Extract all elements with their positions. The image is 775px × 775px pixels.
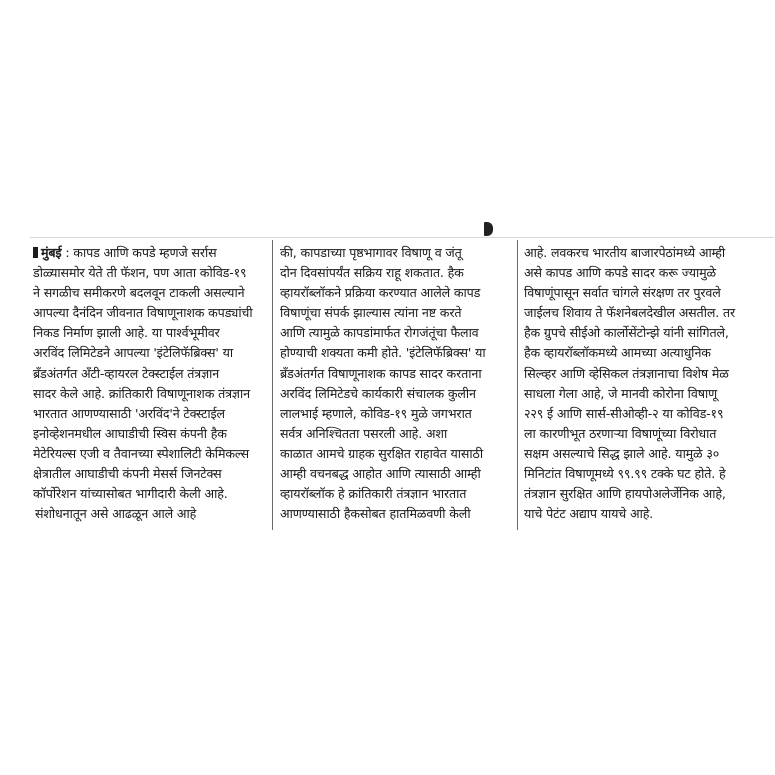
paragraph-line: ने सगळीच समीकरणे बदलवून टाकली असल्याने: [33, 285, 245, 301]
paragraph-line: आणि त्यामुळे कापडांमार्फत रोगजंतूंचा फैलाव: [280, 325, 479, 341]
paragraph-line: सक्षम असल्याचे सिद्ध झाले आहे. यामुळे ३०: [524, 445, 720, 461]
paragraph-line: इनोव्हेशनमधील आघाडीची स्विस कंपनी हैक: [33, 425, 227, 441]
paragraph-line: दोन दिवसांपर्यंत सक्रिय राहू शकतात. हैक: [280, 265, 464, 281]
paragraph-line: क्षेत्रातील आघाडीची कंपनी मेसर्स जिनटेक्स: [33, 466, 222, 482]
paragraph-line: अरविंद लिमिटेडचे कार्यकारी संचालक कुलीन: [280, 385, 476, 401]
paragraph-line: निकड निर्माण झाली आहे. या पार्श्वभूमीवर: [33, 325, 220, 341]
printed-mark: [484, 222, 493, 236]
paragraph-line: विषाणूंचा संपर्क झाल्यास त्यांना नष्ट करते: [280, 305, 462, 321]
article-column-1: [33, 243, 277, 524]
dateline: मुंबई: [41, 245, 62, 260]
paragraph-line: तंत्रज्ञान सुरक्षित आणि हायपोअलेर्जेनिक आहे,: [524, 486, 726, 502]
paragraph-line: हैक ग्रुपचे सीईओ कार्लोसेंटोन्झे यांनी सांगितले,: [524, 325, 729, 341]
paragraph-line: मेटेरियल्स एजी व तैवानच्या स्पेशालिटी केमिकल्स: [33, 445, 249, 461]
paragraph-line: आम्ही वचनबद्ध आहोत आणि त्यासाठी आम्ही: [280, 466, 481, 482]
paragraph-line: होण्याची शक्यता कमी होते. 'इंटेलिफॅब्रिक्स' या: [280, 345, 486, 361]
paragraph-line: सर्वत्र अनिश्चितता पसरली आहे. अशा: [280, 425, 448, 441]
article-column-3: [524, 243, 772, 524]
paragraph-line: की, कापडाच्या पृष्ठभागावर विषाणू व जंतू: [280, 245, 462, 260]
paragraph-line: याचे पेटंट अद्याप यायचे आहे.: [524, 506, 654, 522]
paragraph-line: लालभाई म्हणाले, कोविड-१९ मुळे जगभरात: [280, 405, 472, 421]
paragraph-line: कॉर्पोरेशन यांच्यासोबत भागीदारी केली आहे.: [33, 486, 228, 502]
paragraph-line: सादर केले आहे. क्रांतिकारी विषाणूनाशक तंत्रज्ञान: [33, 385, 250, 401]
column-divider: [272, 240, 273, 530]
paragraph-line: ब्रँडअंतर्गत अँटी-व्हायरल टेक्स्टाईल तंत्रज्ञान: [33, 365, 220, 381]
article-column-2: [280, 243, 515, 524]
paragraph-line: २२९ ई आणि सार्स-सीओव्ही-२ या कोविड-१९: [524, 405, 724, 421]
paragraph-line: ब्रँडअंतर्गत विषाणूनाशक कापड सादर करताना: [280, 365, 482, 381]
paragraph-line: सिल्व्हर आणि व्हेसिकल तंत्रज्ञानाचा विशेष मेळ: [524, 365, 729, 381]
paragraph-line: संशोधनातून असे आढळून आले आहे: [35, 506, 197, 522]
paragraph-line: जाईलच शिवाय ते फॅशनेबलदेखील असतील. तर: [524, 305, 735, 321]
paragraph-line: व्हायरॉब्लॉक हे क्रांतिकारी तंत्रज्ञान भारतात: [280, 486, 467, 502]
paragraph-line: असे कापड आणि कपडे सादर करू ज्यामुळे: [524, 265, 716, 281]
paragraph-line: मुंबई : कापड आणि कपडे म्हणजे सर्रास: [33, 243, 277, 263]
paragraph-line: भारतात आणण्यासाठी 'अरविंद'ने टेक्स्टाईल: [33, 405, 225, 421]
paragraph-line: विषाणूंपासून सर्वात चांगले संरक्षण तर पुरवले: [524, 285, 721, 301]
paragraph-line: आहे. लवकरच भारतीय बाजारपेठांमध्ये आम्ही: [524, 245, 726, 260]
paragraph-line: ला कारणीभूत ठरणाऱ्या विषाणूंच्या विरोधात: [524, 425, 717, 441]
paragraph-line: साधला गेला आहे, जे मानवी कोरोना विषाणू: [524, 385, 718, 401]
paragraph-line: डोळ्यासमोर येते ती फॅशन, पण आता कोविड-१९: [33, 265, 247, 281]
paragraph-line: मिनिटांत विषाणूमध्ये ९९.९९ टक्के घट होते. हे: [524, 466, 726, 482]
top-divider: [30, 237, 774, 238]
paragraph-line: व्हायरॉब्लॉकने प्रक्रिया करण्यात आलेले कापड: [280, 285, 481, 301]
paragraph-line: अरविंद लिमिटेडने आपल्या 'इंटेलिफॅब्रिक्स' या: [33, 345, 233, 361]
paragraph-line: हैक व्हायरॉब्लॉकमध्ये आमच्या अत्याधुनिक: [524, 345, 711, 361]
dateline-marker: [33, 247, 38, 258]
paragraph-line: आणण्यासाठी हैकसोबत हातमिळवणी केली: [280, 506, 471, 522]
paragraph-line: काळात आमचे ग्राहक सुरक्षित राहावेत यासाठी: [280, 445, 483, 461]
paragraph-line: आपल्या दैनंदिन जीवनात विषाणूनाशक कपड्यांची: [33, 305, 253, 321]
column-divider: [517, 240, 518, 530]
